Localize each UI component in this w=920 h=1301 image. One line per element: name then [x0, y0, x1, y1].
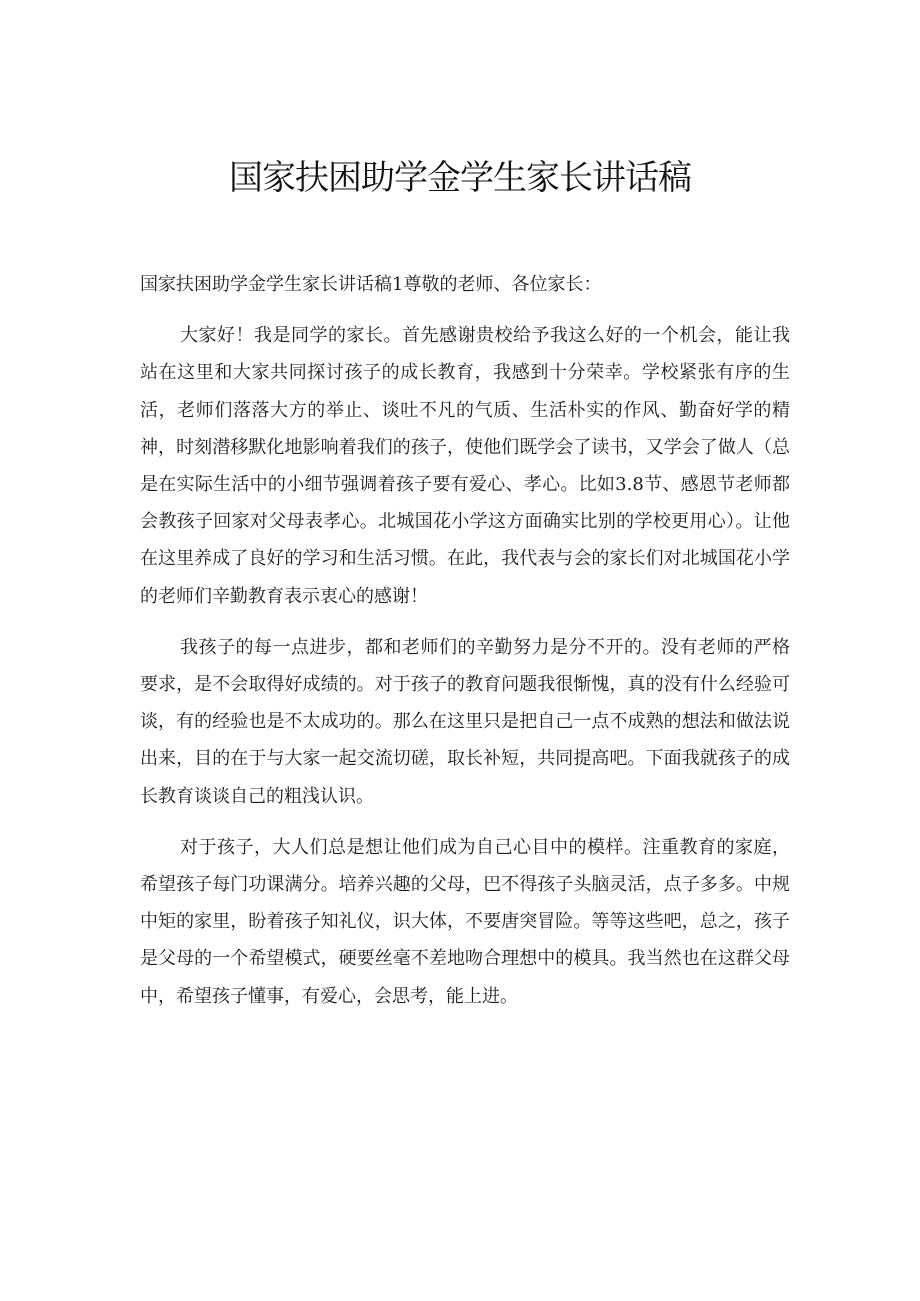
paragraph-3: 对于孩子，大人们总是想让他们成为自己心目中的模样。注重教育的家庭，希望孩子每门功课满分。培养兴趣的父母，巴不得孩子头脑灵活，点子多多。中规中矩的家里，盼着孩子知礼仪，识大体，不要唐突冒险。等等这些吧，总之，孩子是父母的一个希望模式，硬要丝毫不差地吻合理想中的模具。我当然也在这群父母中，希望孩子懂事，有爱心，会思考，能上进。: [140, 836, 790, 1007]
paragraph-2: 我孩子的每一点进步，都和老师们的辛勤努力是分不开的。没有老师的严格要求，是不会取得好成绩的。对于孩子的教育问题我很惭愧，真的没有什么经验可谈，有的经验也是不太成功的。那么在这里只是把自己一点不成熟的想法和做法说出来，目的在于与大家一起交流切磋，取长补短，共同提高吧。下面我就孩子的成长教育谈谈自己的粗浅认识。: [140, 636, 790, 807]
paragraph-1: 大家好！我是同学的家长。首先感谢贵校给予我这么好的一个机会，能让我站在这里和大家共同探讨孩子的成长教育，我感到十分荣幸。学校紧张有序的生活，老师们落落大方的举止、谈吐不凡的气质、生活朴实的作风、勤奋好学的精神，时刻潜移默化地影响着我们的孩子，使他们既学会了读书，又学会了做人（总是在实际生活中的小细节强调着孩子要有爱心、孝心。比如3.8节、感恩节老师都会教孩子回家对父母表孝心。北城国花小学这方面确实比别的学校更用心）。让他在这里养成了良好的学习和生活习惯。在此，我代表与会的家长们对北城国花小学的老师们辛勤教育表示衷心的感谢！: [140, 325, 790, 607]
opening-line: 国家扶困助学金学生家长讲话稿1尊敬的老师、各位家长：: [140, 274, 602, 295]
document-body: [140, 266, 790, 1015]
page-title: 国家扶困助学金学生家长讲话稿: [229, 158, 691, 198]
